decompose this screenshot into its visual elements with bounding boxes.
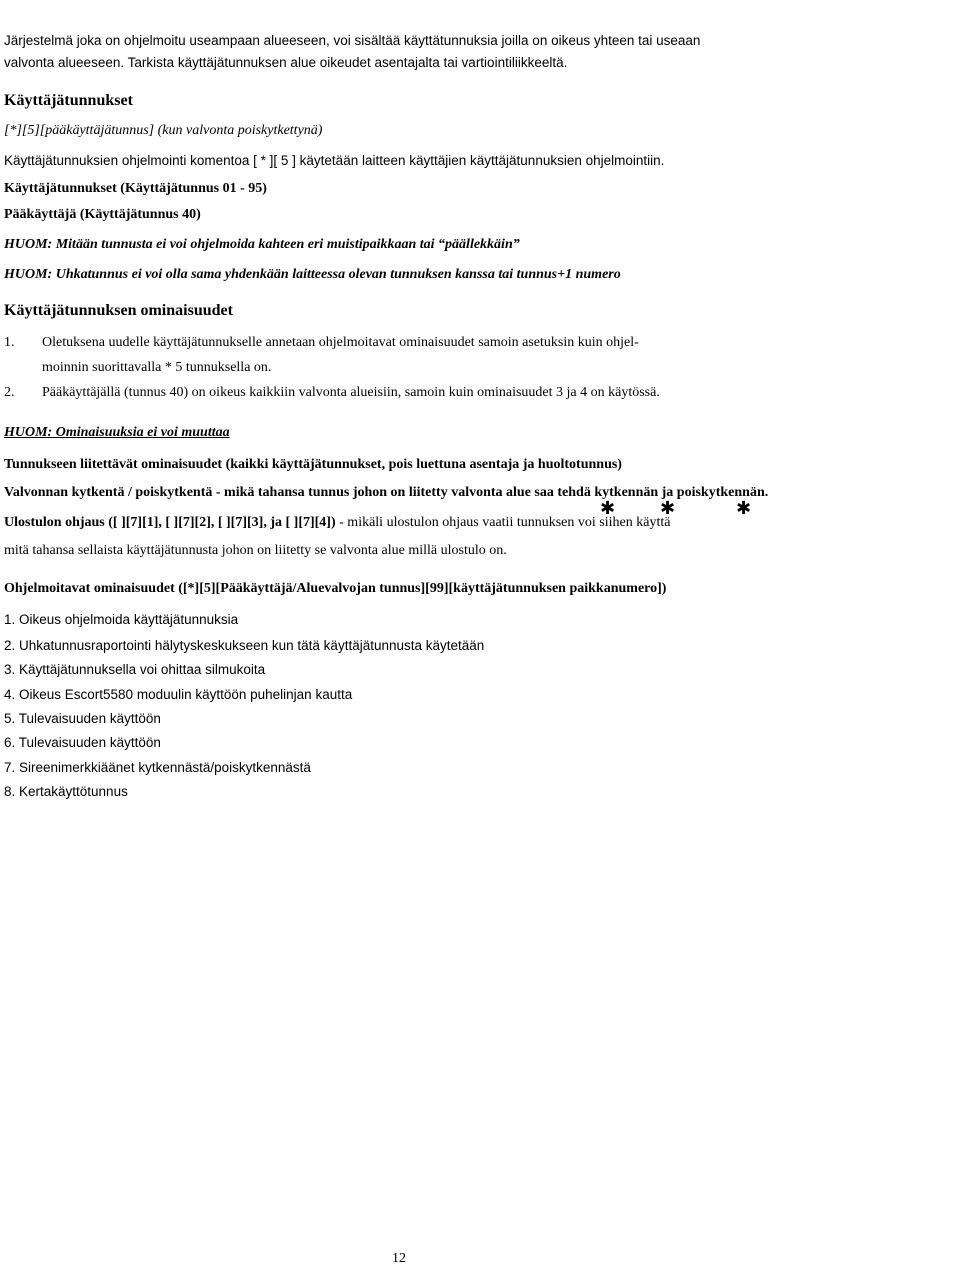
note-duplicate-codes: HUOM: Mitään tunnusta ei voi ohjelmoida kahteen eri muistipaikkaan tai “päällekkäin” <box>4 237 520 252</box>
output-control-text: - mikäli ulostulon ohjaus vaatii tunnuksen voi siihen käyttä <box>335 515 671 530</box>
programmable-item-1: 1. Oikeus ohjelmoida käyttäjätunnuksia <box>4 612 239 627</box>
intro-line-2: valvonta alueeseen. Tarkista käyttäjätunnuksen alue oikeudet asentajalta tai vartiointiliikkeeltä. <box>4 55 568 70</box>
arming-line: Valvonnan kytkentä / poiskytkentä - mikä tahansa tunnus johon on liitetty valvonta alue saa tehdä kytkennän ja poiskytkennän. <box>4 485 769 500</box>
attribute-item-2-text: Pääkäyttäjällä (tunnus 40) on oikeus kaikkiin valvonta alueisiin, samoin kuin ominaisuudet 3 ja 4 on käytössä. <box>42 385 660 400</box>
intro-line-1: Järjestelmä joka on ohjelmoitu useampaan alueeseen, voi sisältää käyttätunnuksia joilla on oikeus yhteen tai useaan <box>4 33 701 48</box>
note-attributes-fixed: HUOM: Ominaisuuksia ei voi muuttaa <box>4 425 230 440</box>
page-number: 12 <box>392 1251 406 1266</box>
output-control-label: Ulostulon ohjaus ([ ][7][1], [ ][7][2], [ ][7][3], ja [ ][7][4]) <box>4 515 336 530</box>
user-codes-range: Käyttäjätunnukset (Käyttäjätunnus 01 - 95) <box>4 181 267 196</box>
master-user-code: Pääkäyttäjä (Käyttäjätunnus 40) <box>4 207 201 222</box>
programmable-item-7: 7. Sireenimerkkiäänet kytkennästä/poiskytkennästä <box>4 760 311 775</box>
asterisk-icon-1: ✱ <box>600 498 616 519</box>
programmable-item-5: 5. Tulevaisuuden käyttöön <box>4 711 161 726</box>
attribute-item-1-continuation: moinnin suorittavalla * 5 tunnuksella on. <box>42 360 272 375</box>
output-control-line-2: mitä tahansa sellaista käyttäjätunnusta johon on liitetty se valvonta alue millä ulostulo on. <box>4 543 507 558</box>
attribute-item-2-number: 2. <box>4 385 15 400</box>
programmable-item-3: 3. Käyttäjätunnuksella voi ohittaa silmukoita <box>4 662 266 677</box>
programmable-item-6: 6. Tulevaisuuden käyttöön <box>4 735 161 750</box>
programmable-item-2: 2. Uhkatunnusraportointi hälytyskeskukseen kun tätä käyttäjätunnusta käytetään <box>4 638 485 653</box>
attribute-list-item-2 <box>4 384 660 402</box>
heading-user-codes: Käyttäjätunnukset <box>4 92 133 109</box>
asterisk-icon-2: ✱ <box>660 498 676 519</box>
command-user-codes: [*][5][pääkäyttäjätunnus] (kun valvonta poiskytkettynä) <box>4 123 323 138</box>
heading-user-code-attributes: Käyttäjätunnuksen ominaisuudet <box>4 302 233 319</box>
output-control-line <box>4 514 670 532</box>
attribute-item-1-text: Oletuksena uudelle käyttäjätunnukselle annetaan ohjelmoitavat ominaisuudet samoin asetuksin kuin ohjel- <box>42 335 639 350</box>
heading-programmable-attributes: Ohjelmoitavat ominaisuudet ([*][5][Pääkäyttäjä/Aluevalvojan tunnus][99][käyttäjätunnuksen paikkanumero]) <box>4 581 667 596</box>
programmable-item-8: 8. Kertakäyttötunnus <box>4 784 128 799</box>
user-codes-description: Käyttäjätunnuksien ohjelmointi komentoa [ * ][ 5 ] käytetään laitteen käyttäjien käyttäjätunnuksien ohjelmointiin. <box>4 153 665 168</box>
attribute-list-item-1 <box>4 334 639 352</box>
programmable-item-4: 4. Oikeus Escort5580 moduulin käyttöön puhelinjan kautta <box>4 687 353 702</box>
asterisk-icon-3: ✱ <box>736 498 752 519</box>
attached-features-line: Tunnukseen liitettävät ominaisuudet (kaikki käyttäjätunnukset, pois luettuna asentaja ja huoltotunnus) <box>4 457 622 472</box>
note-duress-code: HUOM: Uhkatunnus ei voi olla sama yhdenkään laitteessa olevan tunnuksen kanssa tai tunnus+1 numero <box>4 267 621 282</box>
attribute-item-1-number: 1. <box>4 335 15 350</box>
